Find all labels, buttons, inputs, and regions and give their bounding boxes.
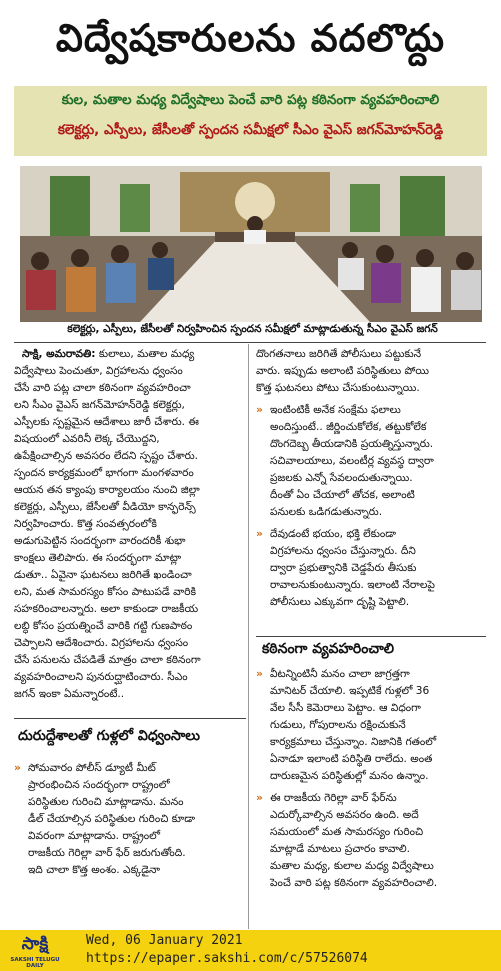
bullet-line: వివరంగా మాట్లాడాను. రాష్ట్రంలో <box>28 830 161 842</box>
left-column <box>14 346 246 703</box>
footer-bar <box>0 930 501 971</box>
section-title-left: దురుద్దేశాలతో గుళ్లలో విధ్వంసాలు <box>18 728 201 744</box>
right-column-bottom <box>256 666 488 892</box>
subheading-box <box>14 86 487 156</box>
right-bullet-2 <box>256 526 488 610</box>
intro-line: లని సీఎం వైఎస్ జగన్‌మోహన్‌రెడ్డి కలెక్టర్లు, <box>14 399 185 411</box>
intro-line: కాంక్షలు తెలిపారు. ఈ సందర్భంగా మాట్లా <box>14 552 182 564</box>
intro-line: సహకరించాలన్నారు. అలా కాకుండా రాజకీయ <box>14 603 199 615</box>
cont-line: వారు. ఇప్పుడు అలాంటి పరిస్థితులు పోయి <box>256 365 429 377</box>
cont-line: కొత్త ఘటనలు పోటు చేసుకుంటున్నాయి. <box>256 382 420 394</box>
intro-line: వ్యవహరించాలని పునరుద్ఘాటించారు. సీఎం <box>14 671 188 683</box>
sakshi-logo[interactable] <box>6 932 64 969</box>
bullet-line: మాట్లాడే మాటలు ప్రచారం కావాలి. <box>270 843 411 855</box>
headline: విద్వేషకారులను వదలొద్దు <box>55 16 446 60</box>
subheading-line-1: కుల, మతాల మధ్య విద్వేషాలు పెంచే వారి పట్ల కఠినంగా వ్యవహరించాలి <box>61 92 440 108</box>
bullet-arrow-icon: » <box>256 792 263 804</box>
bullet-line: ప్రజలకు ఎన్నో సేవలందుతున్నాయి. <box>270 472 413 484</box>
intro-line: నిర్వహించారు. కొత్త సంవత్సరంలోకి <box>14 518 157 530</box>
bullet-line: ఈ రాజకీయ గెరిల్లా వార్ ఫేర్‌ను <box>270 792 397 804</box>
section-title-right: కఠినంగా వ్యవహరించాలి <box>262 641 395 657</box>
meeting-photo-illustration <box>20 166 482 322</box>
bullet-line: సమయంలో మత సామరస్యం గురించి <box>270 826 424 838</box>
intro-line: విషయంలో ఎవరినీ లెక్క చేయొద్దని, <box>14 433 160 445</box>
bullet-line: వేల సీసీ కెమెరాలు పెట్టాం. ఆ విధంగా <box>270 702 421 714</box>
intro-line: జగన్ ఇంకా ఏమన్నారంటే.. <box>14 688 125 700</box>
bullet-line: విగ్రహాలను ధ్వంసం చేస్తున్నారు. దీని <box>270 545 416 557</box>
bullet-line: అందిస్తుంటే.. జీర్ణించుకోలేక, తట్టుకోలేక <box>270 421 427 433</box>
photo-caption: కలెక్టర్లు, ఎస్పీలు, జేసీలతో నిర్వహించిన స్పందన సమీక్షలో మాట్లాడుతున్న సీఎం వైఎస్ జగన్ <box>67 323 438 335</box>
bullet-line: గుడులు, గోపురాలను రక్షించుకునే <box>270 719 406 731</box>
dateline: సాక్షి, అమరావతి: <box>22 348 96 360</box>
column-divider <box>248 344 249 929</box>
bullet-line: ఇది చాలా కొత్త అంశం. ఎక్కడైనా <box>28 864 161 876</box>
intro-line: ఎస్పీలకు స్పష్టమైన ఆదేశాలు జారీ చేశారు. ఈ <box>14 416 199 428</box>
logo-name: సాక్షి <box>21 934 49 954</box>
bullet-line: మానిటర్ చేయాలి. ఇప్పటికే గుళ్లలో 36 <box>270 685 430 697</box>
intro-line: చేసే పనులను చేపడితే మాత్రం చాలా కఠినంగా <box>14 654 201 666</box>
bullet-line: పనులకు ఒడిగడుతున్నారు. <box>270 506 383 518</box>
bullet-line: కార్యక్రమాలు చేస్తున్నాం. నిజానికి గతంలో <box>270 736 437 748</box>
right-bullet-3 <box>256 666 488 784</box>
bullet-arrow-icon: » <box>14 762 21 774</box>
bullet-line: డీల్ చేయాల్సిన పరిస్థితుల గురించి కూడా <box>28 813 196 825</box>
bullet-line: ద్వారా ప్రభుత్వానికి చెడ్డపేరు తీసుకు <box>270 562 417 574</box>
bullet-arrow-icon: » <box>256 668 263 680</box>
left-bullet-block <box>14 760 246 879</box>
bullet-line: సోమవారం పోలీస్ డ్యూటీ మీట్ <box>28 762 156 774</box>
intro-line: లని, మత సామరస్యం కోసం పాటుపడే వారికి <box>14 586 197 598</box>
intro-line: స్పందన కార్యక్రమంలో భాగంగా మంగళవారం <box>14 467 194 479</box>
intro-line: అడుగుపెట్టిన సందర్భంగా వారందరికీ శుభా <box>14 535 186 547</box>
right-column-top <box>256 346 488 611</box>
left-intro <box>14 346 246 702</box>
bullet-line: పరిస్థితుల గురించి మాట్లాడాను. మనం <box>28 796 184 808</box>
cont-line: దొంగతనాలు జరిగితే పోలీసులు పట్టుకునే <box>256 348 422 360</box>
left-bullet <box>14 760 246 878</box>
bullet-line: రాజకీయ గెరిల్లా వార్ ఫేర్ జరుగుతోంది. <box>28 847 186 859</box>
bullet-line: ఇంటింటికీ అనేక సంక్షేమ ఫలాలు <box>270 404 401 416</box>
right-bullet-1 <box>256 402 488 520</box>
intro-line: ఆయన తన క్యాంపు కార్యాలయం నుంచి జిల్లా <box>14 484 200 496</box>
bullet-line: మతాల మధ్య, కులాల మధ్య విద్వేషాలు <box>270 860 434 872</box>
rule-right-section <box>256 636 486 637</box>
meeting-photo <box>20 166 482 322</box>
bullet-line: ఏనాడూ ఇలాంటి పరిస్థితి రాలేదు. అంత <box>270 753 433 765</box>
bullet-line: ఎదుర్కోవాల్సిన అవసరం ఉంది. అదే <box>270 809 419 821</box>
intro-line: కలెక్టర్లు, ఎస్పీలు, జేసీలతో వీడియో కాన్ఫరెన్స్ <box>14 501 196 513</box>
intro-line: కులాలు, మతాల మధ్య <box>98 348 195 360</box>
bullet-line: దీంతో ఏం చేయాలో తోచక, అలాంటి <box>270 489 415 501</box>
bullet-arrow-icon: » <box>256 528 263 540</box>
footer-url[interactable]: https://epaper.sakshi.com/c/57526074 <box>86 951 368 966</box>
intro-line: ఉపేక్షించాల్సిన అవసరం లేదని స్పష్టం చేశారు. <box>14 450 198 462</box>
bullet-arrow-icon: » <box>256 404 263 416</box>
logo-tagline: SAKSHI TELUGU DAILY <box>10 957 60 969</box>
bullet-line: దేవుడంటే భయం, భక్తి లేకుండా <box>270 528 397 540</box>
right-bullet-4 <box>256 790 488 891</box>
bullet-line: వీటన్నింటినీ మనం చాలా జాగ్రత్తగా <box>270 668 410 680</box>
intro-line: డుతూ.. ఏవైనా ఘటనలు జరిగితే ఖండించా <box>14 569 192 581</box>
intro-line: లబ్ధి కోసం ప్రయత్నించే వారికి గట్టి గుణపాఠం <box>14 620 193 632</box>
bullet-line: సచివాలయాలు, వలంటీర్ల వ్యవస్థ ద్వారా <box>270 455 434 467</box>
bullet-line: పెంచే వారి పట్ల కఠినంగా వ్యవహరించాలి. <box>270 877 438 889</box>
intro-line: చెప్పాలని ఆదేశించారు. విగ్రహాలను ధ్వంసం <box>14 637 189 649</box>
intro-line: చేసే వారి పట్ల చాలా కఠినంగా వ్యవహరించా <box>14 382 191 394</box>
intro-line: విద్వేషాలు పెంచుతూ, విగ్రహాలను ధ్వంసం <box>14 365 183 377</box>
footer-date: Wed, 06 January 2021 <box>86 933 243 948</box>
bullet-line: ప్రారంభించిన సందర్భంగా రాష్ట్రంలో <box>28 779 170 791</box>
bullet-line: పోలీసులు ఎక్కువగా దృష్టి పెట్టాలి. <box>270 596 410 608</box>
bullet-line: దారుణమైన పరిస్థితుల్లో మనం ఉన్నాం. <box>270 770 429 782</box>
subheading-line-2: కలెక్టర్లు, ఎస్పీలు, జేసీలతో స్పందన సమీక్షలో సీఎం వైఎస్ జగన్‌మోహన్‌రెడ్డి <box>57 122 444 138</box>
rule-left-section <box>14 718 246 719</box>
bullet-line: రావాలనుకుంటున్నారు. ఇలాంటి నేరాలపై <box>270 579 435 591</box>
rule-top <box>14 342 486 343</box>
bullet-line: దొంగదెబ్బ తీయడానికి ప్రయత్నిస్తున్నారు. <box>270 438 434 450</box>
